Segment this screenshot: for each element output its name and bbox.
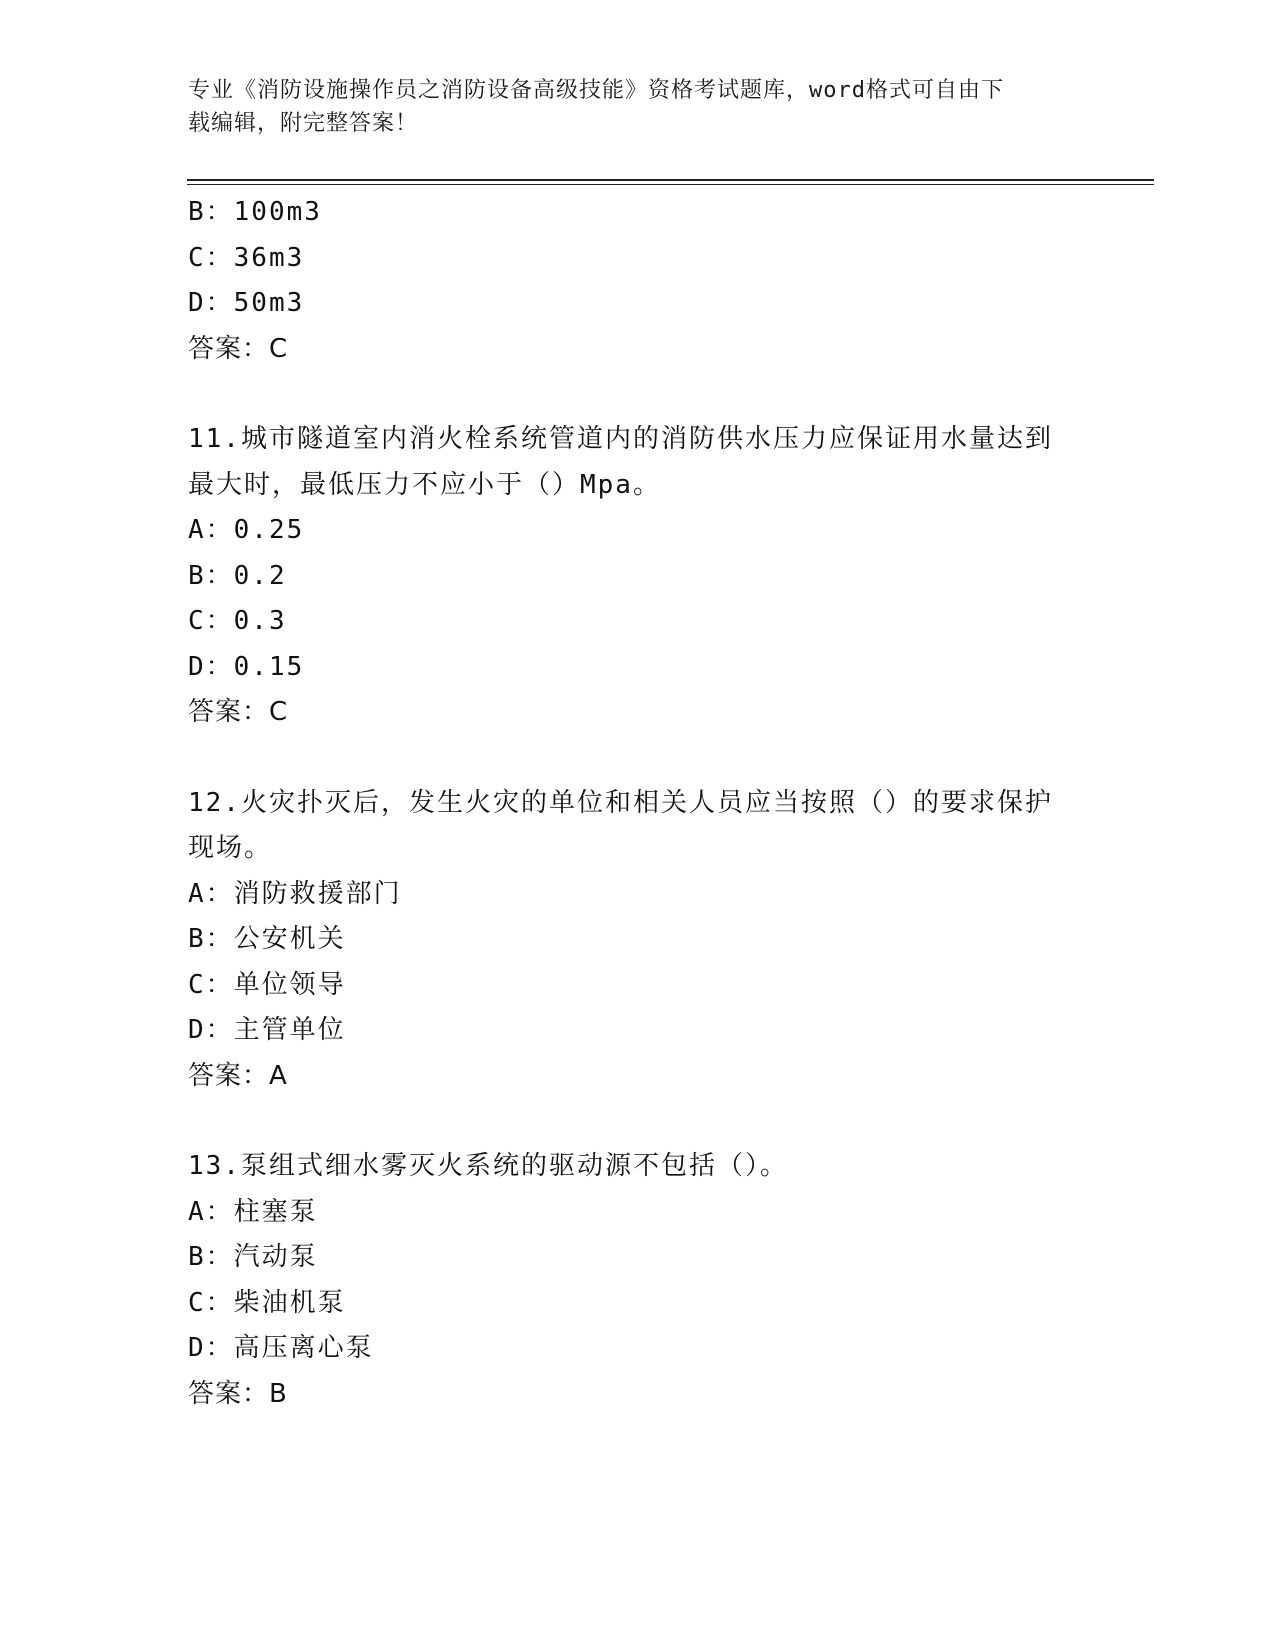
header-divider-thin bbox=[187, 184, 1154, 185]
question-stem-line-2: 现场。 bbox=[188, 833, 273, 863]
page-header bbox=[188, 74, 1088, 140]
option-a: A：0.25 bbox=[188, 515, 305, 545]
option-c: C：36m3 bbox=[188, 242, 305, 273]
question-stem-line-1: 12.火灾扑灭后，发生火灾的单位和相关人员应当按照（）的要求保护 bbox=[188, 787, 1053, 818]
spacer bbox=[188, 1099, 1088, 1144]
spacer bbox=[188, 372, 1088, 417]
spacer bbox=[188, 736, 1088, 781]
question-stem-line-1: 11.城市隧道室内消火栓系统管道内的消防供水压力应保证用水量达到 bbox=[188, 424, 1053, 454]
question-13 bbox=[188, 1144, 1088, 1417]
answer: 答案：C bbox=[188, 333, 289, 364]
option-c: C：柴油机泵 bbox=[188, 1287, 346, 1318]
answer: 答案：C bbox=[188, 697, 289, 727]
answer: 答案：A bbox=[188, 1060, 288, 1091]
option-c: C：单位领导 bbox=[188, 969, 346, 1000]
option-c: C：0.3 bbox=[188, 606, 287, 636]
header-line-1: 专业《消防设施操作员之消防设备高级技能》资格考试题库，word格式可自由下 bbox=[188, 78, 1004, 103]
option-d: D：主管单位 bbox=[188, 1015, 346, 1045]
option-a: A：消防救援部门 bbox=[188, 878, 402, 909]
option-d: D：0.15 bbox=[188, 651, 305, 682]
option-b: B：0.2 bbox=[188, 560, 287, 591]
option-b: B：100m3 bbox=[188, 197, 322, 227]
question-12 bbox=[188, 781, 1088, 1100]
question-11 bbox=[188, 417, 1088, 736]
header-line-2: 载编辑，附完整答案！ bbox=[188, 111, 419, 136]
question-stem-line-1: 13.泵组式细水雾灭火系统的驱动源不包括（）。 bbox=[188, 1151, 788, 1181]
option-d: D：50m3 bbox=[188, 288, 305, 318]
option-b: B：汽动泵 bbox=[188, 1242, 318, 1272]
answer: 答案：B bbox=[188, 1378, 288, 1409]
option-d: D：高压离心泵 bbox=[188, 1333, 374, 1363]
option-b: B：公安机关 bbox=[188, 924, 346, 954]
question-10 bbox=[188, 190, 1088, 372]
question-list bbox=[188, 190, 1088, 1417]
question-stem-line-2: 最大时，最低压力不应小于（）Mpa。 bbox=[188, 469, 661, 500]
option-a: A：柱塞泵 bbox=[188, 1196, 318, 1227]
header-divider-thick bbox=[187, 179, 1154, 181]
